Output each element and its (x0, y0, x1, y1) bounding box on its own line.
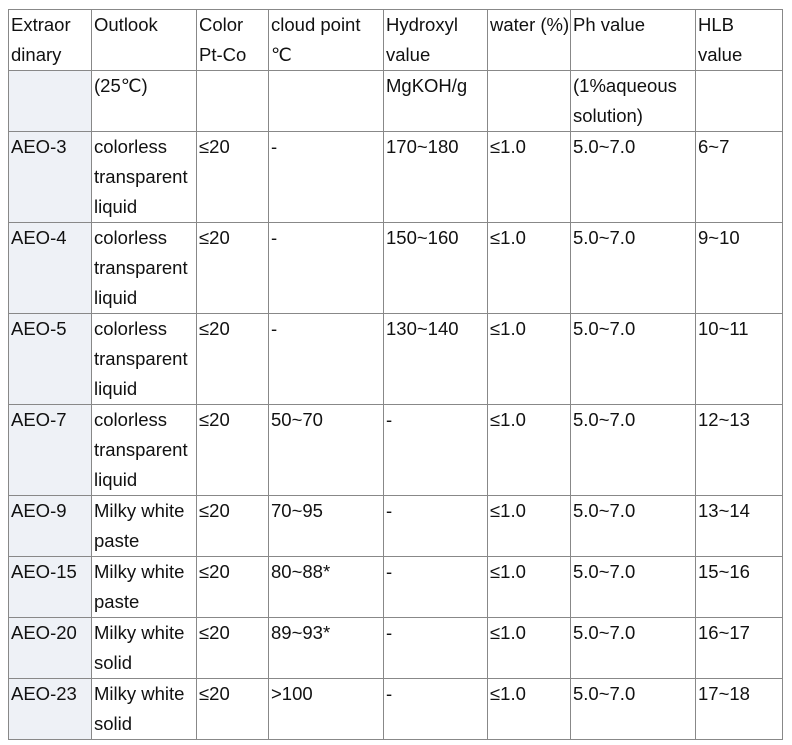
table-row (9, 496, 783, 557)
cell-hydroxyl: - (384, 679, 488, 740)
cell-hlb: 13~14 (696, 496, 783, 557)
header-cell-cloud-point: cloud point ℃ (269, 10, 384, 71)
cell-hydroxyl: 170~180 (384, 132, 488, 223)
cell-water: ≤1.0 (488, 496, 571, 557)
cell-hydroxyl: 130~140 (384, 314, 488, 405)
cell-water: ≤1.0 (488, 405, 571, 496)
cell-color: ≤20 (197, 618, 269, 679)
cell-hydroxyl: 150~160 (384, 223, 488, 314)
header-cell-product: Extraor dinary (9, 10, 92, 71)
cell-hlb: 10~11 (696, 314, 783, 405)
cell-color: ≤20 (197, 405, 269, 496)
cell-outlook: colorless transparent liquid (92, 132, 197, 223)
cell-outlook: colorless transparent liquid (92, 405, 197, 496)
cell-ph: 5.0~7.0 (571, 618, 696, 679)
cell-cloud-point: 50~70 (269, 405, 384, 496)
cell-product: AEO-5 (9, 314, 92, 405)
cell-outlook: Milky white solid (92, 618, 197, 679)
cell-water: ≤1.0 (488, 557, 571, 618)
header-cell-outlook: Outlook (92, 10, 197, 71)
cell-color: ≤20 (197, 132, 269, 223)
cell-ph: 5.0~7.0 (571, 132, 696, 223)
cell-color: ≤20 (197, 679, 269, 740)
cell-water: ≤1.0 (488, 223, 571, 314)
cell-cloud-point: 70~95 (269, 496, 384, 557)
cell-hlb: 6~7 (696, 132, 783, 223)
cell-product: AEO-9 (9, 496, 92, 557)
cell-color: ≤20 (197, 223, 269, 314)
cell-product: AEO-15 (9, 557, 92, 618)
cell-outlook: Milky white paste (92, 557, 197, 618)
cell-cloud-point: 80~88* (269, 557, 384, 618)
cell-ph: 5.0~7.0 (571, 405, 696, 496)
cell-ph: 5.0~7.0 (571, 496, 696, 557)
cell-cloud-point: 89~93* (269, 618, 384, 679)
cell-color: ≤20 (197, 496, 269, 557)
header-row (9, 10, 783, 71)
cell-product: AEO-4 (9, 223, 92, 314)
cell-hydroxyl: - (384, 557, 488, 618)
units-cell-hlb (696, 71, 783, 132)
cell-ph: 5.0~7.0 (571, 557, 696, 618)
cell-hlb: 16~17 (696, 618, 783, 679)
table-row (9, 132, 783, 223)
table-row (9, 679, 783, 740)
cell-cloud-point: - (269, 314, 384, 405)
header-cell-hlb: HLB value (696, 10, 783, 71)
cell-water: ≤1.0 (488, 132, 571, 223)
cell-product: AEO-23 (9, 679, 92, 740)
cell-outlook: Milky white solid (92, 679, 197, 740)
header-cell-water: water (%) (488, 10, 571, 71)
cell-water: ≤1.0 (488, 314, 571, 405)
cell-ph: 5.0~7.0 (571, 223, 696, 314)
cell-ph: 5.0~7.0 (571, 679, 696, 740)
cell-hydroxyl: - (384, 618, 488, 679)
cell-outlook: Milky white paste (92, 496, 197, 557)
header-units-row (9, 71, 783, 132)
cell-color: ≤20 (197, 314, 269, 405)
cell-color: ≤20 (197, 557, 269, 618)
table-row (9, 618, 783, 679)
table-row (9, 405, 783, 496)
table-row (9, 314, 783, 405)
header-cell-color: Color Pt-Co (197, 10, 269, 71)
cell-product: AEO-20 (9, 618, 92, 679)
cell-outlook: colorless transparent liquid (92, 223, 197, 314)
cell-hydroxyl: - (384, 405, 488, 496)
table-row (9, 223, 783, 314)
cell-cloud-point: - (269, 132, 384, 223)
product-spec-table (8, 9, 783, 740)
table-row (9, 557, 783, 618)
units-cell-product (9, 71, 92, 132)
units-cell-hydroxyl: MgKOH/g (384, 71, 488, 132)
cell-hlb: 9~10 (696, 223, 783, 314)
cell-cloud-point: >100 (269, 679, 384, 740)
cell-product: AEO-3 (9, 132, 92, 223)
units-cell-color (197, 71, 269, 132)
cell-water: ≤1.0 (488, 679, 571, 740)
table-container (8, 9, 783, 740)
units-cell-ph: (1%aqueous solution) (571, 71, 696, 132)
cell-ph: 5.0~7.0 (571, 314, 696, 405)
cell-water: ≤1.0 (488, 618, 571, 679)
cell-cloud-point: - (269, 223, 384, 314)
header-cell-ph: Ph value (571, 10, 696, 71)
cell-outlook: colorless transparent liquid (92, 314, 197, 405)
cell-hlb: 15~16 (696, 557, 783, 618)
cell-product: AEO-7 (9, 405, 92, 496)
cell-hlb: 17~18 (696, 679, 783, 740)
cell-hydroxyl: - (384, 496, 488, 557)
header-cell-hydroxyl: Hydroxyl value (384, 10, 488, 71)
units-cell-cloud-point (269, 71, 384, 132)
units-cell-water (488, 71, 571, 132)
units-cell-outlook: (25℃) (92, 71, 197, 132)
cell-hlb: 12~13 (696, 405, 783, 496)
